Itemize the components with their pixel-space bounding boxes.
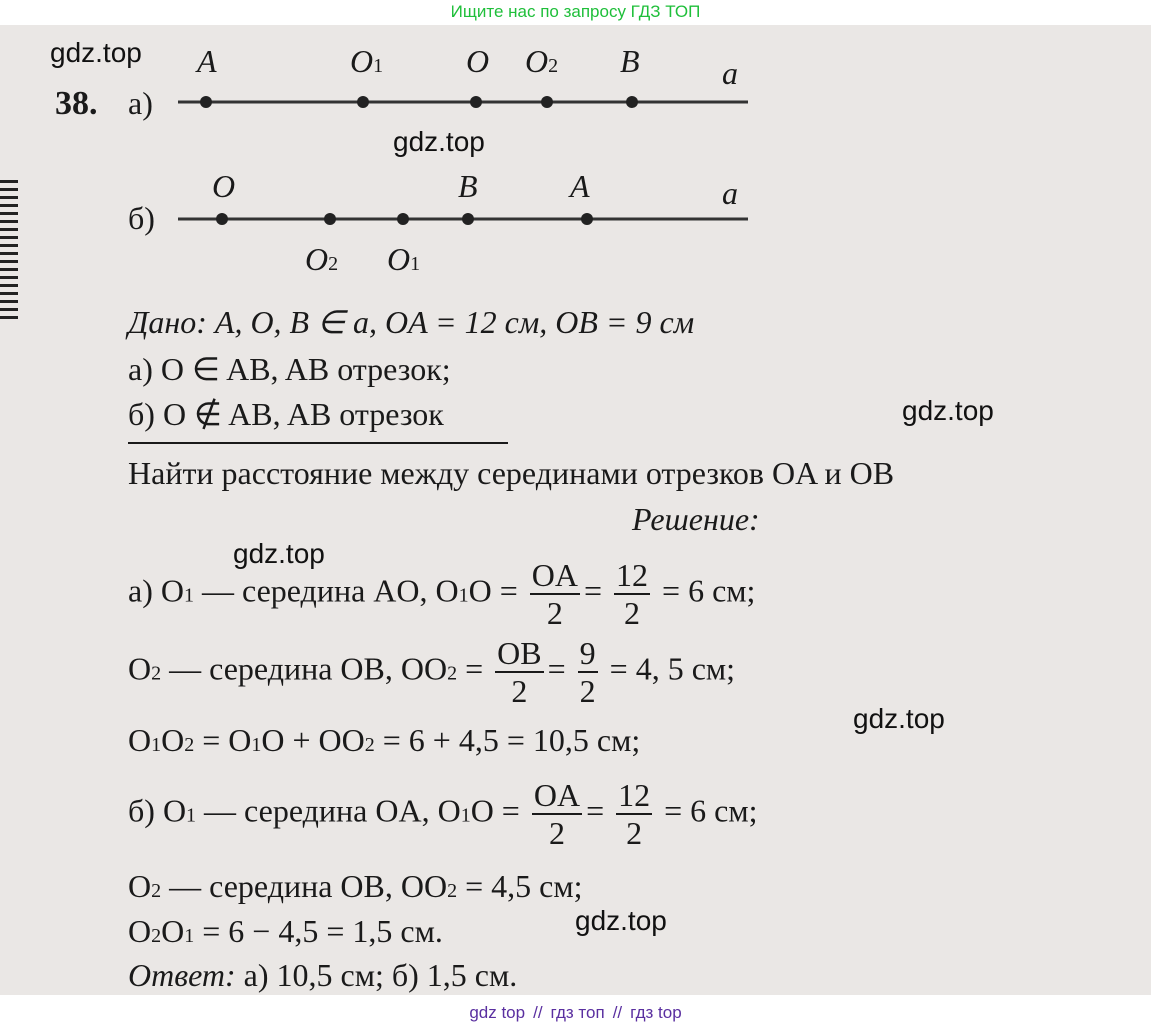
watermark: gdz.top: [393, 126, 485, 157]
diagram-b-label: б): [128, 200, 155, 236]
fraction: $\frac{OA}{2}$: [531, 557, 578, 631]
point-B: [462, 213, 474, 225]
point-label: B: [458, 168, 478, 204]
watermark: gdz.top: [50, 37, 142, 68]
given-line-2: а) O ∈ AB, AB отрезок;: [128, 351, 451, 387]
watermark: gdz.top: [853, 703, 945, 734]
point-label: B: [620, 43, 640, 79]
point-O: [470, 96, 482, 108]
point-label: A: [570, 168, 590, 204]
point-label: O2: [305, 241, 339, 277]
watermark: gdz.top: [233, 538, 325, 569]
point-O: [216, 213, 228, 225]
solution-a-line-2: O2 — середина OB, OO2 = $\frac{OB}{2}$ = $\frac{9}{2}$ = 4, 5 см;: [128, 635, 736, 709]
top-banner[interactable]: Ищите нас по запросу ГДЗ ТОП: [450, 2, 701, 21]
fraction: $\frac{9}{2}$: [579, 635, 596, 709]
answer-line: Ответ: а) 10,5 см; б) 1,5 см.: [128, 957, 518, 993]
point-label: O: [212, 168, 236, 204]
problem-number: 38.: [55, 85, 98, 122]
solution-a-line-1: а) O1 — середина AO, O1O = $\frac{OA}{2}$ = $\frac{12}{2}$ = 6 см;: [128, 557, 756, 631]
point-A: [200, 96, 212, 108]
solution-b-line-2: O2 — середина OB, OO2 = 4,5 см;: [128, 868, 583, 904]
separator: //: [612, 1003, 623, 1022]
point-O2: [324, 213, 336, 225]
given-line-3: б) O ∉ AB, AB отрезок: [128, 396, 444, 432]
given-line-1: Дано: A, O, B ∈ a, OA = 12 см, OB = 9 см: [128, 304, 695, 340]
bottom-banner[interactable]: [0, 1000, 1151, 1026]
point-O1: [357, 96, 369, 108]
point-O2: [541, 96, 553, 108]
separator: //: [533, 1003, 543, 1022]
point-A: [581, 213, 593, 225]
line-label: a: [722, 55, 738, 91]
solution-heading: Решение:: [632, 501, 760, 537]
footer-link[interactable]: гдз топ: [550, 1003, 605, 1022]
divider-rule: [128, 442, 508, 444]
point-label: O1: [387, 241, 421, 277]
watermark: gdz.top: [575, 905, 667, 936]
watermark: gdz.top: [902, 395, 994, 426]
fraction: $\frac{12}{2}$: [618, 777, 651, 851]
textbook-page: [0, 25, 1151, 995]
diagram-a-label: а): [128, 85, 153, 121]
line-label: a: [722, 175, 738, 211]
point-label: O2: [525, 43, 559, 79]
solution-a-line-3: O1O2 = O1O + OO2 = 6 + 4,5 = 10,5 см;: [128, 722, 641, 758]
fraction: $\frac{12}{2}$: [616, 557, 649, 631]
fraction: $\frac{OA}{2}$: [533, 777, 581, 851]
point-B: [626, 96, 638, 108]
fraction: $\frac{OB}{2}$: [497, 635, 542, 709]
solution-b-line-3: O2O1 = 6 − 4,5 = 1,5 см.: [128, 913, 443, 949]
footer-link[interactable]: гдз top: [630, 1003, 682, 1022]
solution-b-line-1: б) O1 — середина OA, O1O = $\frac{OA}{2}$ = $\frac{12}{2}$ = 6 см;: [128, 777, 758, 851]
point-label: O: [466, 43, 490, 79]
point-O1: [397, 213, 409, 225]
point-label: O1: [350, 43, 384, 79]
find-statement: Найти расстояние между серединами отрезков OA и OB: [128, 455, 895, 491]
footer-link[interactable]: gdz top: [469, 1003, 526, 1022]
point-label: A: [197, 43, 217, 79]
